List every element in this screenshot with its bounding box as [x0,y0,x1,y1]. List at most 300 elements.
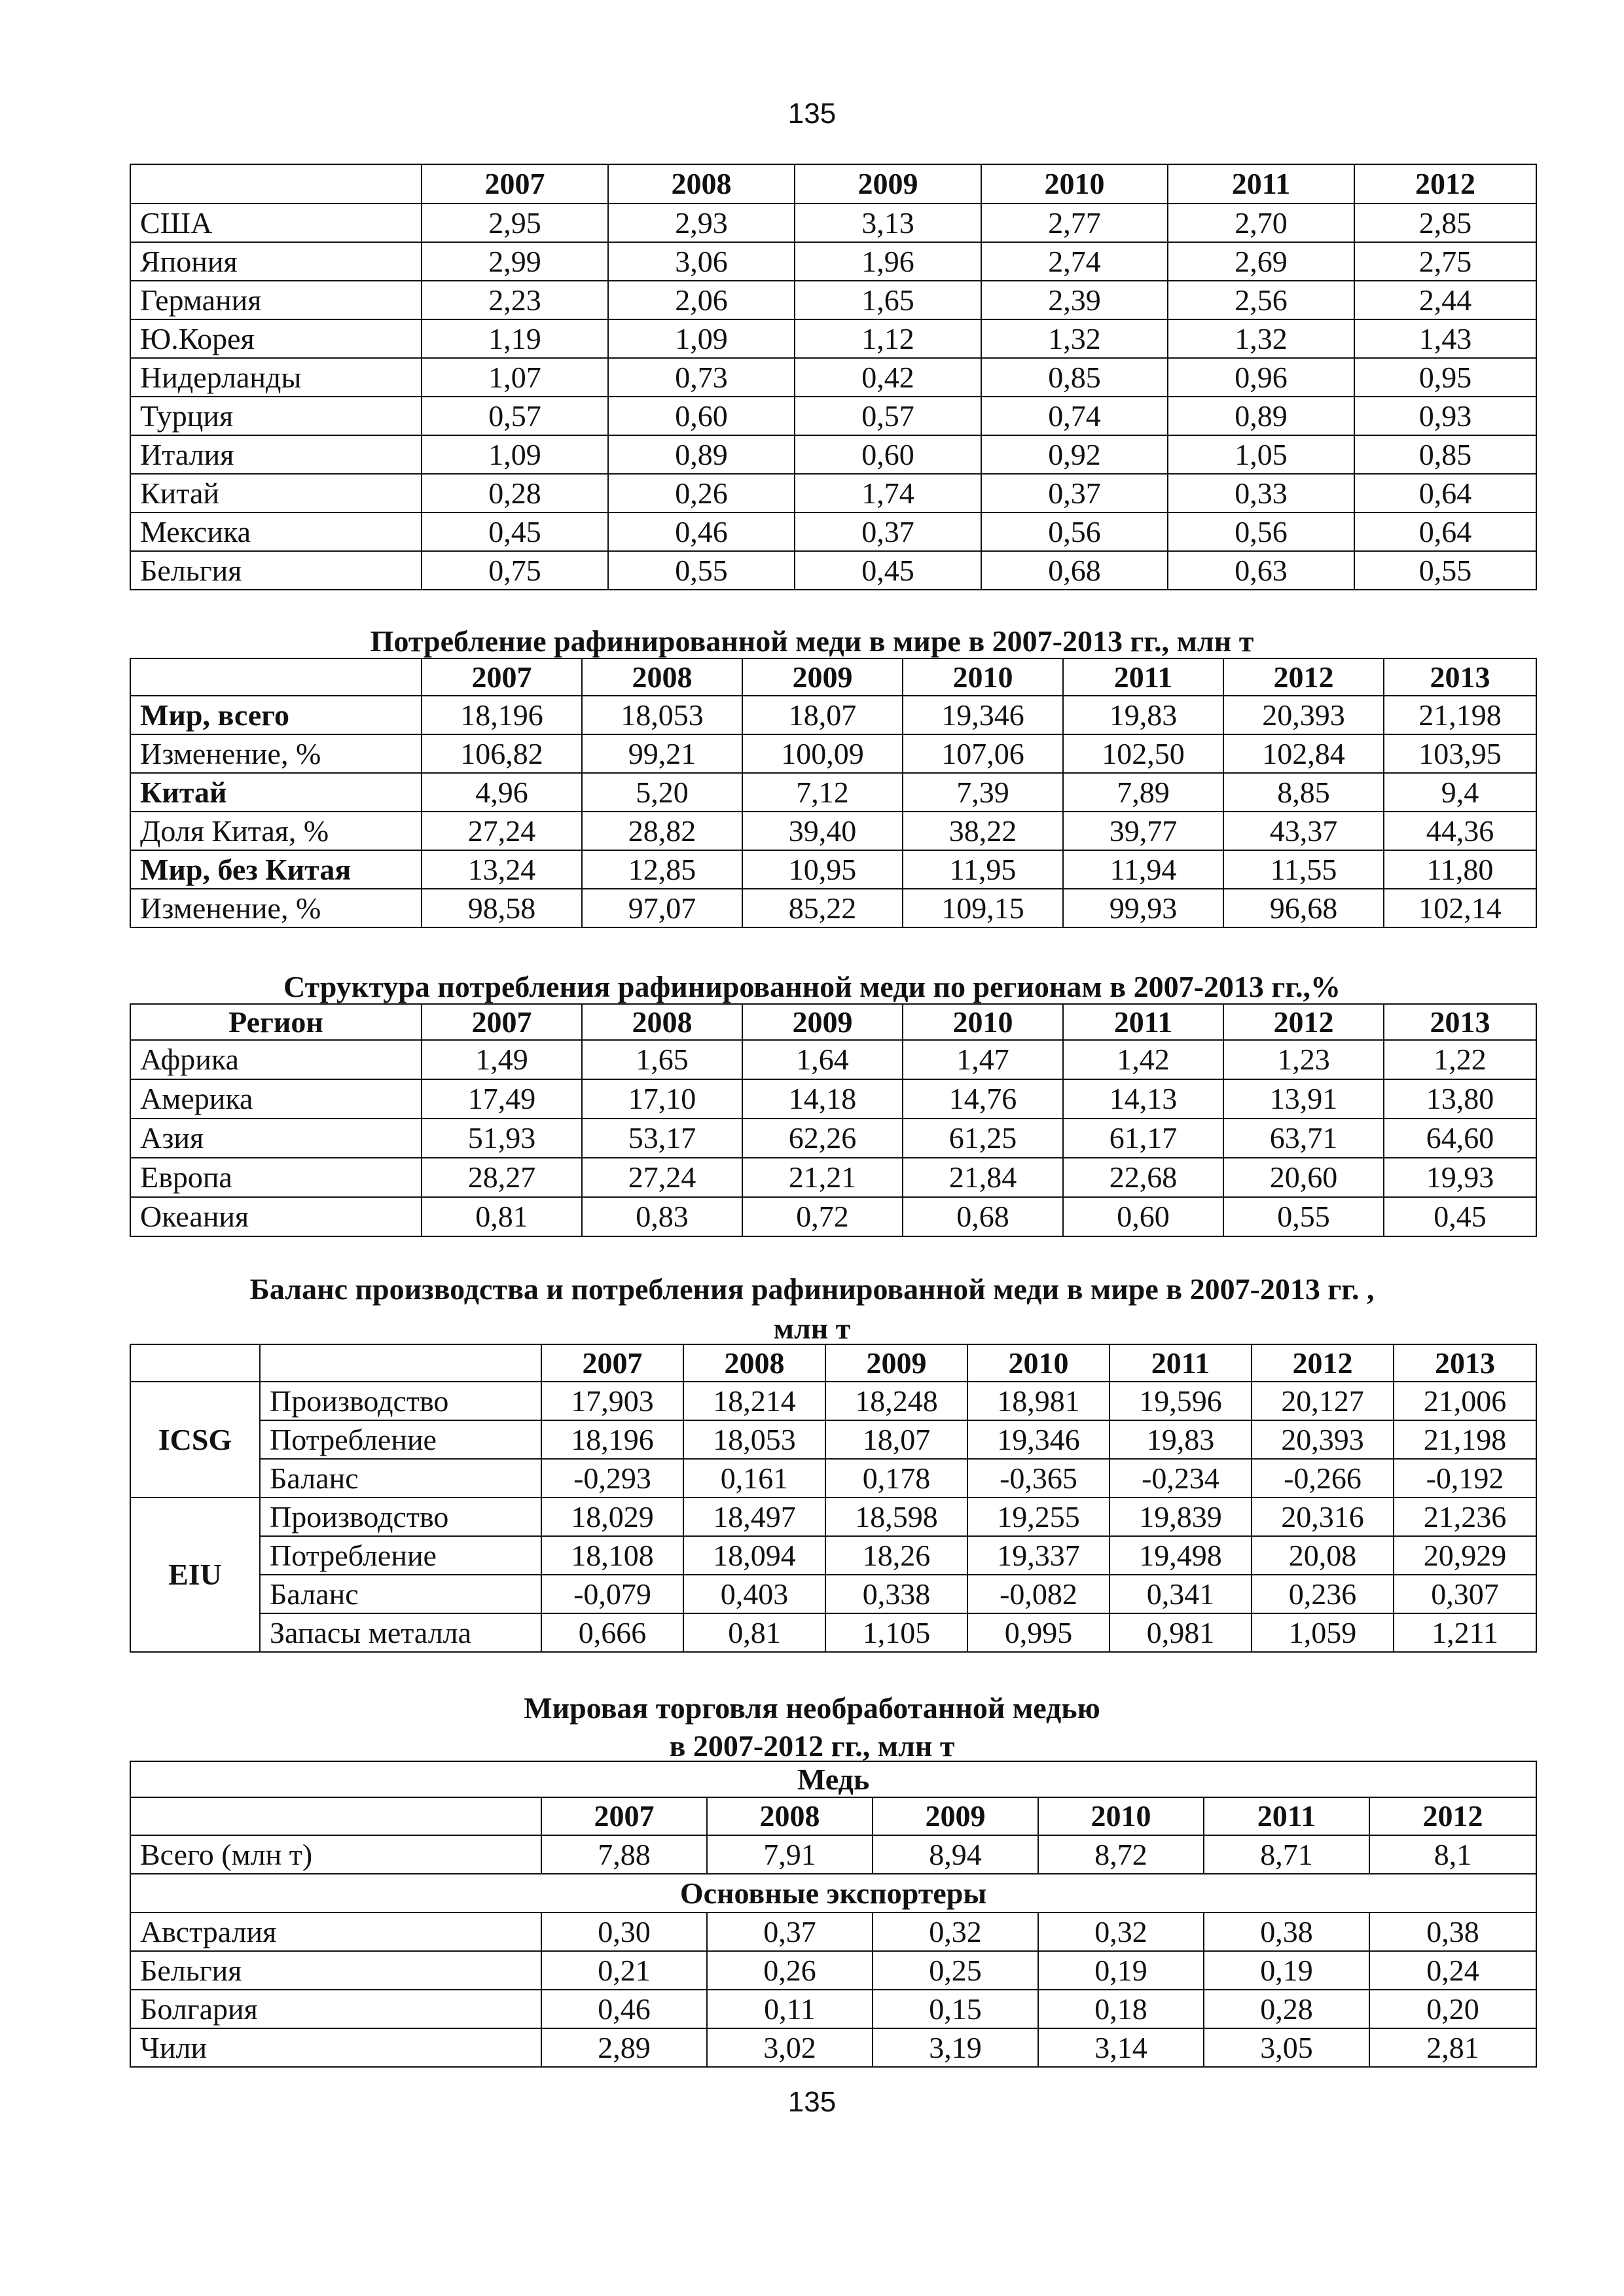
table-cell: 1,09 [422,435,608,474]
row-label: Австралия [130,1912,541,1951]
table-cell: 0,81 [422,1197,582,1236]
table-row [130,474,1536,512]
table-cell: 13,91 [1223,1079,1384,1119]
column-header: 2012 [1223,658,1384,696]
table-row [130,773,1536,812]
table-cell: 10,95 [742,850,903,889]
table-cell: 2,39 [981,281,1168,319]
table-cell: 17,903 [541,1382,683,1420]
table-header-row [130,1797,1536,1835]
page-number-top: 135 [787,98,837,130]
table-cell: 0,55 [1223,1197,1384,1236]
table-row [130,1951,1536,1990]
table-cell: 0,25 [873,1951,1038,1990]
table-cell: 14,18 [742,1079,903,1119]
table-cell: 1,49 [422,1040,582,1079]
table-cell: 1,211 [1394,1613,1536,1652]
table-cell: 0,56 [981,512,1168,551]
table-cell: 0,68 [981,551,1168,590]
table-cell: 64,60 [1384,1119,1536,1158]
table-row [130,319,1536,358]
table-cell: 2,89 [541,2028,707,2067]
table-cell: 1,23 [1223,1040,1384,1079]
table-cell: 13,80 [1384,1079,1536,1119]
table-cell: 18,26 [825,1536,967,1575]
table-cell: -0,082 [967,1575,1110,1613]
table-cell: 21,198 [1384,696,1536,734]
row-label: Ю.Корея [130,319,422,358]
table-cell: 20,08 [1252,1536,1394,1575]
table-cell: 38,22 [903,812,1063,850]
table4-title-line1: Баланс производства и потребления рафинированной меди в мире в 2007-2013 гг. , [249,1272,1375,1306]
table-cell: 3,02 [707,2028,873,2067]
table-cell: 0,981 [1110,1613,1252,1652]
row-label: Германия [130,281,422,319]
table-cell: 18,094 [683,1536,825,1575]
table-cell: 0,74 [981,397,1168,435]
table-cell: -0,234 [1110,1459,1252,1498]
table-cell: 28,82 [582,812,742,850]
column-header: 2007 [422,658,582,696]
table-cell: 17,10 [582,1079,742,1119]
table-cell: 61,25 [903,1119,1063,1158]
table-cell: 4,96 [422,773,582,812]
table-cell: 21,84 [903,1158,1063,1197]
table-row [130,1158,1536,1197]
table-cell: 0,19 [1204,1951,1369,1990]
table-cell: 18,07 [825,1420,967,1459]
table-cell: 0,93 [1354,397,1536,435]
table-cell: 2,69 [1168,242,1354,281]
table-cell: 7,12 [742,773,903,812]
table-row [130,1040,1536,1079]
table-cell: 8,1 [1369,1835,1536,1874]
table-cell: 1,22 [1384,1040,1536,1079]
table-cell: 100,09 [742,734,903,773]
table-cell: 0,341 [1110,1575,1252,1613]
table-row [130,1079,1536,1119]
table-cell: 18,029 [541,1498,683,1536]
table-cell: 1,65 [582,1040,742,1079]
span-title-medь: Медь [130,1761,1536,1797]
table-cell: 7,89 [1063,773,1223,812]
table-cell: 0,92 [981,435,1168,474]
table-row [130,1613,1536,1652]
table-cell: 2,06 [608,281,795,319]
table-cell: 0,666 [541,1613,683,1652]
table-cell: 8,72 [1038,1835,1204,1874]
table-row [130,2028,1536,2067]
column-header: 2007 [541,1797,707,1835]
column-header: 2011 [1110,1344,1252,1382]
table-cell: 0,55 [608,551,795,590]
row-label: Япония [130,242,422,281]
table-cell: 102,50 [1063,734,1223,773]
table-cell: 0,45 [795,551,981,590]
table-cell: 107,06 [903,734,1063,773]
table-cell: 19,839 [1110,1498,1252,1536]
table-cell: 21,21 [742,1158,903,1197]
table-cell: 0,57 [795,397,981,435]
table-cell: 19,346 [903,696,1063,734]
table-cell: 11,55 [1223,850,1384,889]
table-cell: 0,42 [795,358,981,397]
table-cell: 2,75 [1354,242,1536,281]
table-cell: 2,23 [422,281,608,319]
table-cell: 39,77 [1063,812,1223,850]
regional-structure-table [130,1003,1537,1237]
table-row [130,696,1536,734]
table-cell: 11,95 [903,850,1063,889]
table-cell: 8,71 [1204,1835,1369,1874]
row-label: Всего (млн т) [130,1835,541,1874]
column-header: 2013 [1394,1344,1536,1382]
trade-table [130,1761,1537,2068]
column-header: 2012 [1252,1344,1394,1382]
table-cell: 1,96 [795,242,981,281]
row-label: Болгария [130,1990,541,2028]
balance-table [130,1344,1537,1653]
table-cell: 97,07 [582,889,742,927]
column-header: 2007 [422,1004,582,1040]
column-header: 2011 [1063,1004,1223,1040]
table-header-row [130,658,1536,696]
table-cell: 102,84 [1223,734,1384,773]
table-cell: 3,14 [1038,2028,1204,2067]
column-header [130,658,422,696]
table-cell: 19,346 [967,1420,1110,1459]
table-cell: 7,39 [903,773,1063,812]
table-cell: 1,74 [795,474,981,512]
table-cell: -0,079 [541,1575,683,1613]
table-cell: 0,307 [1394,1575,1536,1613]
table-cell: 2,85 [1354,204,1536,242]
table-row [130,1990,1536,2028]
table-row [130,358,1536,397]
table-cell: 102,14 [1384,889,1536,927]
table-cell: 1,64 [742,1040,903,1079]
country-table [130,164,1537,590]
table-cell: 3,13 [795,204,981,242]
table-cell: 0,37 [981,474,1168,512]
row-label: Запасы металла [260,1613,541,1652]
table-cell: 19,498 [1110,1536,1252,1575]
table-cell: 0,73 [608,358,795,397]
table-cell: 1,19 [422,319,608,358]
column-header: 2009 [742,658,903,696]
row-label: Нидерланды [130,358,422,397]
row-label: Европа [130,1158,422,1197]
table-cell: 19,83 [1063,696,1223,734]
table-header-row [130,164,1536,204]
table2-title: Потребление рафинированной меди в мире в 2007-2013 гг., млн т [370,624,1254,658]
table-cell: 0,995 [967,1613,1110,1652]
table-cell: 99,21 [582,734,742,773]
table-cell: 0,15 [873,1990,1038,2028]
table-cell: 106,82 [422,734,582,773]
table-cell: 0,11 [707,1990,873,2028]
row-label: Потребление [260,1536,541,1575]
table-cell: 0,68 [903,1197,1063,1236]
table-cell: 0,64 [1354,474,1536,512]
table-cell: 13,24 [422,850,582,889]
table-cell: 0,33 [1168,474,1354,512]
column-header: 2007 [422,164,608,204]
table-cell: 19,93 [1384,1158,1536,1197]
table-cell: 18,108 [541,1536,683,1575]
table-row [130,435,1536,474]
table-cell: 0,20 [1369,1990,1536,2028]
table-cell: 14,13 [1063,1079,1223,1119]
table-row [130,397,1536,435]
row-label: Бельгия [130,1951,541,1990]
table-header-row [130,1344,1536,1382]
table-cell: 0,81 [683,1613,825,1652]
table-row [130,734,1536,773]
table-cell: 22,68 [1063,1158,1223,1197]
table-cell: 0,89 [1168,397,1354,435]
column-header: 2008 [582,658,742,696]
table-cell: 21,006 [1394,1382,1536,1420]
table-cell: 0,28 [1204,1990,1369,2028]
column-header: 2010 [903,658,1063,696]
table-cell: 20,929 [1394,1536,1536,1575]
table-row [130,551,1536,590]
table5-title-line2: в 2007-2012 гг., млн т [669,1729,955,1763]
table-cell: 0,46 [608,512,795,551]
table-cell: -0,365 [967,1459,1110,1498]
column-header: 2008 [707,1797,873,1835]
table-row [130,1761,1536,1797]
table-cell: 19,83 [1110,1420,1252,1459]
table-cell: 0,75 [422,551,608,590]
table-cell: -0,266 [1252,1459,1394,1498]
column-header: 2010 [967,1344,1110,1382]
column-header: 2012 [1223,1004,1384,1040]
column-header [130,164,422,204]
table-cell: 14,76 [903,1079,1063,1119]
table-cell: 0,60 [1063,1197,1223,1236]
table-row [130,1119,1536,1158]
table-cell: 2,70 [1168,204,1354,242]
table-cell: 43,37 [1223,812,1384,850]
table-cell: -0,192 [1394,1459,1536,1498]
table-row [130,812,1536,850]
table-cell: 63,71 [1223,1119,1384,1158]
column-header: 2010 [903,1004,1063,1040]
table-cell: 18,196 [541,1420,683,1459]
table5-title-line1: Мировая торговля необработанной медью [524,1691,1100,1725]
table-cell: 1,42 [1063,1040,1223,1079]
table-cell: 0,83 [582,1197,742,1236]
table-cell: 8,85 [1223,773,1384,812]
table-cell: 98,58 [422,889,582,927]
table-cell: 0,45 [1384,1197,1536,1236]
table-cell: 96,68 [1223,889,1384,927]
table-cell: 9,4 [1384,773,1536,812]
table-cell: 0,55 [1354,551,1536,590]
table-cell: 3,06 [608,242,795,281]
row-label: Мексика [130,512,422,551]
row-label: Баланс [260,1459,541,1498]
row-label: Потребление [260,1420,541,1459]
table-cell: 0,38 [1204,1912,1369,1951]
column-header: 2011 [1204,1797,1369,1835]
column-header: 2008 [582,1004,742,1040]
row-label: Производство [260,1382,541,1420]
table-cell: 0,57 [422,397,608,435]
table-cell: 12,85 [582,850,742,889]
table-cell: 2,99 [422,242,608,281]
table-cell: 1,07 [422,358,608,397]
table-cell: 0,21 [541,1951,707,1990]
row-label: Бельгия [130,551,422,590]
table-cell: 28,27 [422,1158,582,1197]
row-label: Океания [130,1197,422,1236]
table-cell: 0,18 [1038,1990,1204,2028]
table-cell: 11,80 [1384,850,1536,889]
table-cell: 18,598 [825,1498,967,1536]
column-header: 2011 [1168,164,1354,204]
table-cell: 109,15 [903,889,1063,927]
column-header [260,1344,541,1382]
row-label: Америка [130,1079,422,1119]
table-cell: 18,053 [582,696,742,734]
column-header: 2012 [1354,164,1536,204]
table-cell: 62,26 [742,1119,903,1158]
table-cell: 7,91 [707,1835,873,1874]
row-label: Изменение, % [130,734,422,773]
table-cell: 0,37 [795,512,981,551]
row-label: Баланс [260,1575,541,1613]
table-cell: 18,981 [967,1382,1110,1420]
table-cell: 0,72 [742,1197,903,1236]
group-label: ICSG [130,1382,260,1498]
table-cell: 0,26 [608,474,795,512]
table-cell: 0,28 [422,474,608,512]
page-number-bottom: 135 [787,2086,837,2118]
table-cell: 21,198 [1394,1420,1536,1459]
table-cell: 0,19 [1038,1951,1204,1990]
table-cell: 51,93 [422,1119,582,1158]
table-cell: 0,30 [541,1912,707,1951]
column-header: 2009 [795,164,981,204]
table-row [130,850,1536,889]
table-cell: 20,393 [1223,696,1384,734]
table-cell: 103,95 [1384,734,1536,773]
row-label: Азия [130,1119,422,1158]
table-row [130,1912,1536,1951]
table-cell: 0,64 [1354,512,1536,551]
table-cell: 0,63 [1168,551,1354,590]
table-row [130,889,1536,927]
table-cell: 18,196 [422,696,582,734]
table-cell: 44,36 [1384,812,1536,850]
row-label: Африка [130,1040,422,1079]
row-label: Италия [130,435,422,474]
table-cell: 3,05 [1204,2028,1369,2067]
table-cell: 2,44 [1354,281,1536,319]
table-cell: 5,20 [582,773,742,812]
table-cell: 53,17 [582,1119,742,1158]
table-header-row [130,1004,1536,1040]
table-cell: 0,95 [1354,358,1536,397]
table-cell: 0,60 [795,435,981,474]
row-label: Изменение, % [130,889,422,927]
table-cell: 0,38 [1369,1912,1536,1951]
column-header: 2009 [825,1344,967,1382]
table-cell: 2,56 [1168,281,1354,319]
table-cell: 1,65 [795,281,981,319]
table-cell: 27,24 [422,812,582,850]
table-row [130,1382,1536,1420]
table-cell: 1,32 [981,319,1168,358]
table-cell: 21,236 [1394,1498,1536,1536]
table-cell: 0,85 [1354,435,1536,474]
table-cell: 27,24 [582,1158,742,1197]
table-cell: 1,09 [608,319,795,358]
table-cell: 2,81 [1369,2028,1536,2067]
world-consumption-table [130,658,1537,928]
table-cell: 0,178 [825,1459,967,1498]
row-label: Китай [130,773,422,812]
table-cell: 20,393 [1252,1420,1394,1459]
table-cell: 18,053 [683,1420,825,1459]
column-header [130,1797,541,1835]
table-cell: 2,95 [422,204,608,242]
table-cell: 0,45 [422,512,608,551]
section-title: Основные экспортеры [130,1874,1536,1912]
table-cell: 0,89 [608,435,795,474]
table-cell: 0,338 [825,1575,967,1613]
table-cell: 85,22 [742,889,903,927]
table-row [130,1498,1536,1536]
table-cell: 0,85 [981,358,1168,397]
table-cell: 1,32 [1168,319,1354,358]
row-label: Производство [260,1498,541,1536]
table-cell: 17,49 [422,1079,582,1119]
table-cell: 20,127 [1252,1382,1394,1420]
table-cell: 1,105 [825,1613,967,1652]
table-cell: 11,94 [1063,850,1223,889]
column-header: 2008 [683,1344,825,1382]
table-cell: 2,77 [981,204,1168,242]
table-row [130,242,1536,281]
table-cell: 1,05 [1168,435,1354,474]
row-label: Китай [130,474,422,512]
table-cell: 0,26 [707,1951,873,1990]
table-row [130,1874,1536,1912]
row-label: Доля Китая, % [130,812,422,850]
table-cell: 3,19 [873,2028,1038,2067]
table-cell: 8,94 [873,1835,1038,1874]
table-cell: 0,24 [1369,1951,1536,1990]
table-cell: 0,236 [1252,1575,1394,1613]
column-header: 2011 [1063,658,1223,696]
table-cell: -0,293 [541,1459,683,1498]
table-cell: 0,56 [1168,512,1354,551]
column-header: 2013 [1384,1004,1536,1040]
column-header [130,1344,260,1382]
table-row [130,1835,1536,1874]
table-row [130,1575,1536,1613]
table-cell: 1,12 [795,319,981,358]
table-cell: 18,248 [825,1382,967,1420]
table-cell: 18,214 [683,1382,825,1420]
table-cell: 0,60 [608,397,795,435]
table-row [130,1536,1536,1575]
column-header: 2009 [873,1797,1038,1835]
